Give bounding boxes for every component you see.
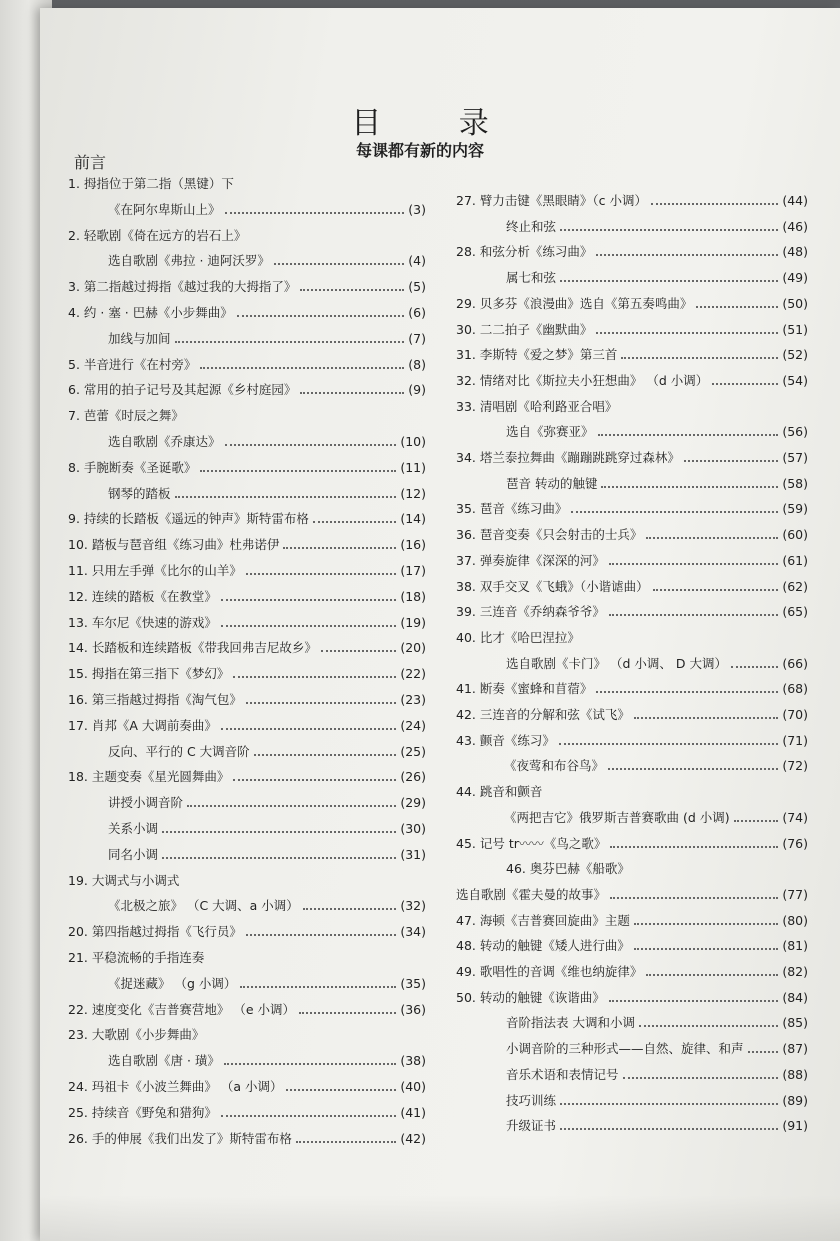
toc-leader-dots [634, 708, 778, 719]
toc-entry-title: 选自歌剧《卡门》 （d 小调、 D 大调） [506, 655, 727, 671]
toc-entry-title: 终止和弦 [506, 218, 557, 234]
toc-entry [456, 679, 808, 699]
toc-page-number: (26) [400, 769, 426, 785]
toc-entry-title: 34. 塔兰泰拉舞曲《蹦蹦跳跳穿过森林》 [456, 450, 680, 465]
toc-entry [504, 756, 808, 776]
toc-entry-title: 20. 第四指越过拇指《飞行员》 [68, 924, 242, 940]
toc-entry-title: 《两把吉它》俄罗斯吉普赛歌曲 (d 小调) [504, 809, 730, 825]
toc-page-number: (14) [400, 511, 426, 527]
toc-page-number: (29) [400, 795, 426, 811]
toc-leader-dots [609, 991, 778, 1002]
toc-entry [506, 474, 808, 494]
toc-leader-dots [246, 564, 396, 575]
toc-page-number: (87) [782, 1041, 808, 1057]
toc-entry [456, 371, 808, 391]
toc-leader-dots [653, 580, 779, 591]
toc-entry [108, 896, 426, 916]
toc-entry-title: 17. 肖邦《A 大调前奏曲》 [68, 717, 217, 733]
toc-entry [68, 277, 426, 297]
toc-leader-dots [221, 616, 396, 627]
toc-page-number: (82) [782, 964, 808, 979]
toc-leader-dots [598, 425, 779, 436]
toc-leader-dots [237, 306, 405, 317]
toc-entry-title: 28. 和弦分析《练习曲》 [456, 244, 593, 260]
toc-leader-dots [596, 245, 778, 256]
toc-leader-dots [246, 693, 396, 704]
toc-page-number: (60) [782, 527, 808, 543]
toc-entry-title: 钢琴的踏板 [108, 485, 171, 501]
toc-leader-dots [684, 451, 778, 462]
toc-page-number: (88) [782, 1066, 808, 1082]
toc-entry [506, 859, 808, 879]
toc-entry-title: 45. 记号 tr〰〰《鸟之歌》 [456, 835, 607, 851]
toc-entry [108, 329, 426, 349]
toc-page-number: (30) [400, 821, 426, 836]
toc-entry [68, 638, 426, 658]
toc-leader-dots [623, 1068, 779, 1079]
toc-leader-dots [175, 487, 397, 498]
toc-entry-title: 音乐术语和表情记号 [506, 1066, 619, 1082]
page-shadow [40, 1195, 840, 1241]
toc-leader-dots [734, 811, 779, 822]
toc-leader-dots [162, 848, 396, 859]
toc-page-number: (11) [400, 459, 426, 475]
toc-page-number: (85) [782, 1015, 808, 1031]
toc-leader-dots [651, 194, 778, 205]
page-subtitle: 每课都有新的内容 [355, 141, 484, 160]
toc-entry [506, 1091, 808, 1111]
toc-leader-dots [296, 1132, 396, 1143]
page-title: 目 录 [351, 106, 523, 141]
toc-leader-dots [601, 477, 778, 488]
toc-page-number: (48) [782, 244, 808, 260]
toc-entry [68, 1103, 426, 1123]
toc-entry-title: 26. 手的伸展《我们出发了》斯特雷布格 [68, 1130, 292, 1146]
toc-entry-title: 讲授小调音阶 [108, 795, 184, 811]
toc-entry [108, 1051, 426, 1071]
toc-entry [68, 535, 426, 555]
toc-entry-title: 选自《弥赛亚》 [506, 424, 594, 440]
toc-entry-title: 50. 转动的触键《诙谐曲》 [456, 989, 605, 1005]
toc-leader-dots [283, 538, 396, 549]
toc-leader-dots [712, 374, 778, 385]
toc-leader-dots [696, 297, 778, 308]
toc-entry [68, 509, 426, 529]
toc-leader-dots [621, 348, 778, 359]
toc-entry [68, 613, 426, 633]
toc-entry [506, 1039, 808, 1059]
toc-page-number: (20) [400, 640, 426, 656]
toc-entry-title: 25. 持续音《野兔和猎狗》 [68, 1104, 217, 1120]
toc-entry-title: 44. 跳音和颤音 [456, 784, 543, 800]
toc-leader-dots [300, 383, 404, 394]
toc-entry [456, 242, 808, 262]
toc-entry [456, 191, 808, 211]
toc-entry-title: 选自歌剧《唐 · 璜》 [108, 1053, 220, 1069]
toc-leader-dots [225, 203, 405, 214]
toc-leader-dots [200, 358, 404, 369]
toc-leader-dots [274, 254, 404, 265]
toc-entry [456, 397, 808, 417]
toc-entry-title: 14. 长踏板和连续踏板《带我回弗吉尼故乡》 [68, 640, 317, 656]
toc-entry [108, 251, 426, 271]
toc-leader-dots [233, 667, 396, 678]
toc-entry [108, 819, 426, 839]
toc-leader-dots [646, 528, 778, 539]
toc-page-number: (51) [782, 321, 808, 337]
toc-leader-dots [639, 1016, 778, 1027]
toc-entry-title: 《北极之旅》 （C 大调、a 小调） [108, 898, 299, 914]
toc-entry-title: 41. 断奏《蜜蜂和苜蓿》 [456, 681, 593, 697]
toc-entry [68, 716, 426, 736]
toc-leader-dots [609, 554, 778, 565]
toc-leader-dots [300, 280, 404, 291]
toc-entry-title: 19. 大调式与小调式 [68, 872, 180, 888]
toc-leader-dots [560, 271, 778, 282]
toc-entry [506, 268, 808, 288]
toc-entry-title: 5. 半音进行《在村旁》 [68, 356, 197, 372]
toc-entry-title: 同名小调 [108, 846, 159, 862]
toc-entry-title: 4. 约 · 塞 · 巴赫《小步舞曲》 [68, 305, 233, 320]
toc-entry-title: 选自歌剧《弗拉 · 迪阿沃罗》 [108, 253, 270, 269]
toc-leader-dots [200, 461, 396, 472]
toc-page-number: (77) [782, 886, 808, 902]
toc-leader-dots [221, 590, 396, 601]
toc-entry-title: 31. 李斯特《爱之梦》第三首 [456, 347, 618, 363]
toc-entry-title: 43. 颤音《练习》 [456, 732, 555, 748]
toc-entry [456, 885, 808, 905]
toc-leader-dots [610, 837, 778, 848]
toc-entry-title: 升级证书 [506, 1118, 557, 1134]
toc-entry-title: 18. 主题变奏《星光圆舞曲》 [68, 769, 230, 785]
toc-page-number: (76) [782, 835, 808, 851]
toc-entry [456, 499, 808, 519]
toc-page-number: (9) [408, 382, 426, 398]
toc-entry [456, 448, 808, 468]
toc-entry [68, 1025, 426, 1045]
toc-entry [68, 767, 426, 787]
toc-entry [68, 303, 426, 323]
toc-page-number: (84) [782, 989, 808, 1005]
toc-leader-dots [748, 1042, 779, 1053]
toc-entry [456, 731, 808, 751]
toc-entry [108, 742, 426, 762]
toc-page-number: (22) [400, 666, 426, 682]
toc-leader-dots [233, 770, 396, 781]
toc-entry-title: 音阶指法表 大调和小调 [506, 1015, 635, 1031]
toc-entry-title: 36. 琶音变奏《只会射击的士兵》 [456, 527, 643, 543]
toc-page-number: (50) [782, 295, 808, 311]
toc-page-number: (46) [782, 218, 808, 234]
toc-leader-dots [225, 435, 397, 446]
toc-page-number: (24) [400, 717, 426, 733]
toc-entry [68, 380, 426, 400]
toc-page-number: (12) [400, 485, 426, 501]
toc-page-number: (59) [782, 501, 808, 517]
toc-entry [504, 808, 808, 828]
toc-page-number: (31) [400, 846, 426, 862]
toc-entry [456, 294, 808, 314]
toc-entry [108, 974, 426, 994]
toc-page-number: (56) [782, 424, 808, 440]
toc-page-number: (52) [782, 347, 808, 363]
toc-entry [456, 525, 808, 545]
toc-entry-title: 8. 手腕断奏《圣诞歌》 [68, 459, 197, 475]
toc-page-number: (8) [408, 356, 426, 372]
toc-leader-dots [175, 332, 405, 343]
toc-entry [68, 406, 426, 426]
toc-leader-dots [221, 1106, 396, 1117]
toc-entry-title: 7. 芭蕾《时辰之舞》 [68, 408, 184, 424]
toc-leader-dots [560, 1119, 778, 1130]
toc-entry-title: 13. 车尔尼《快速的游戏》 [68, 614, 217, 630]
toc-entry [68, 174, 426, 194]
toc-entry [456, 602, 808, 622]
toc-leader-dots [187, 796, 396, 807]
toc-entry-title: 22. 速度变化《吉普赛营地》 （e 小调） [68, 1001, 295, 1017]
toc-entry [68, 1129, 426, 1149]
toc-entry [68, 587, 426, 607]
toc-page-number: (40) [400, 1079, 426, 1094]
toc-page-number: (41) [400, 1104, 426, 1120]
toc-leader-dots [560, 1094, 778, 1105]
toc-entry-title: 关系小调 [108, 821, 159, 836]
toc-entry [456, 988, 808, 1008]
toc-entry [506, 217, 808, 237]
toc-entry-title: 35. 琶音《练习曲》 [456, 501, 568, 517]
toc-leader-dots [610, 888, 778, 899]
toc-page-number: (25) [400, 743, 426, 759]
toc-entry-title: 29. 贝多芬《浪漫曲》选自《第五奏鸣曲》 [456, 295, 693, 311]
toc-entry-title: 48. 转动的触键《矮人进行曲》 [456, 938, 630, 954]
toc-entry [68, 948, 426, 968]
toc-leader-dots [608, 759, 778, 770]
toc-entry [68, 690, 426, 710]
toc-entry-title: 琶音 转动的触键 [506, 475, 598, 491]
toc-leader-dots [254, 745, 397, 756]
toc-page-number: (70) [782, 707, 808, 722]
toc-entry-title: 21. 平稳流畅的手指连奏 [68, 950, 205, 965]
toc-page-number: (58) [782, 475, 808, 491]
toc-entry-title: 39. 三连音《乔纳森爷爷》 [456, 604, 605, 620]
toc-leader-dots [224, 1054, 396, 1065]
toc-entry-title: 反向、平行的 C 大调音阶 [108, 743, 250, 759]
toc-entry-title: 30. 二二拍子《幽默曲》 [456, 321, 593, 337]
toc-entry-title: 2. 轻歌剧《倚在远方的岩石上》 [68, 227, 247, 243]
toc-entry-title: 38. 双手交叉《飞蛾》（小谐谑曲） [456, 578, 649, 594]
toc-page-number: (16) [400, 537, 426, 553]
toc-entry [108, 484, 426, 504]
toc-page-number: (23) [400, 692, 426, 707]
toc-entry [456, 936, 808, 956]
toc-leader-dots [559, 734, 778, 745]
toc-leader-dots [321, 641, 396, 652]
toc-page-number: (32) [400, 898, 426, 914]
toc-entry-title: 《捉迷藏》 （g 小调） [108, 975, 237, 991]
toc-page-number: (62) [782, 578, 808, 594]
toc-entry [506, 1065, 808, 1085]
toc-page-number: (5) [408, 279, 426, 295]
toc-leader-dots [299, 1003, 396, 1014]
toc-page-number: (61) [782, 552, 808, 568]
preface-heading: 前言 [74, 153, 107, 172]
toc-entry-title: 42. 三连音的分解和弦《试飞》 [456, 707, 630, 722]
toc-entry [506, 1013, 808, 1033]
toc-page-number: (68) [782, 681, 808, 697]
toc-entry-title: 选自歌剧《乔康达》 [108, 434, 221, 449]
toc-page-number: (34) [400, 924, 426, 940]
toc-page-number: (66) [782, 655, 808, 671]
toc-entry-title: 47. 海顿《吉普赛回旋曲》主题 [456, 912, 630, 928]
toc-entry-title: 24. 玛祖卡《小波兰舞曲》 （a 小调） [68, 1079, 283, 1094]
toc-page-number: (72) [782, 758, 808, 774]
toc-entry-title: 小调音阶的三种形式——自然、旋律、和声 [506, 1041, 744, 1057]
toc-entry [456, 834, 808, 854]
toc-entry [456, 911, 808, 931]
toc-page-number: (80) [782, 912, 808, 928]
toc-entry [68, 1000, 426, 1020]
toc-entry [506, 422, 808, 442]
toc-leader-dots [609, 605, 778, 616]
toc-entry-title: 49. 歌唱性的音调《维也纳旋律》 [456, 964, 643, 979]
toc-entry-title: 《夜莺和布谷鸟》 [504, 758, 605, 774]
toc-leader-dots [162, 822, 396, 833]
toc-entry-title: 选自歌剧《霍夫曼的故事》 [456, 886, 607, 902]
toc-entry-title: 9. 持续的长踏板《遥远的钟声》斯特雷布格 [68, 511, 309, 527]
toc-entry-title: 33. 清唱剧《哈利路亚合唱》 [456, 398, 618, 414]
toc-leader-dots [303, 899, 397, 910]
toc-entry-title: 16. 第三指越过拇指《淘气包》 [68, 692, 242, 707]
toc-entry [456, 705, 808, 725]
toc-leader-dots [731, 657, 778, 668]
toc-page-number: (89) [782, 1092, 808, 1108]
toc-page-number: (35) [400, 975, 426, 991]
toc-entry-title: 46. 奥芬巴赫《船歌》 [506, 861, 630, 877]
toc-page-number: (36) [400, 1001, 426, 1017]
toc-entry [456, 782, 808, 802]
toc-entry-title: 15. 拇指在第三指下《梦幻》 [68, 666, 230, 682]
toc-page-number: (74) [782, 809, 808, 825]
toc-entry [68, 922, 426, 942]
toc-entry-title: 40. 比才《哈巴涅拉》 [456, 629, 580, 645]
toc-entry-title: 3. 第二指越过拇指《越过我的大拇指了》 [68, 279, 297, 295]
toc-leader-dots [286, 1080, 396, 1091]
toc-page-number: (18) [400, 588, 426, 604]
toc-entry [108, 200, 426, 220]
toc-page-number: (81) [782, 938, 808, 954]
toc-entry [108, 845, 426, 865]
toc-page-number: (4) [408, 253, 426, 269]
toc-entry-title: 37. 弹奏旋律《深深的河》 [456, 552, 605, 568]
toc-page-number: (19) [400, 614, 426, 630]
toc-entry-title: 27. 臂力击键《黑眼睛》（c 小调） [456, 193, 647, 208]
toc-entry-title: 11. 只用左手弹《比尔的山羊》 [68, 563, 242, 578]
toc-entry [456, 320, 808, 340]
toc-entry [456, 962, 808, 982]
toc-entry-title: 属七和弦 [506, 270, 557, 286]
toc-leader-dots [313, 512, 396, 523]
toc-page-number: (38) [400, 1053, 426, 1069]
toc-page-number: (7) [408, 330, 426, 346]
toc-entry [456, 577, 808, 597]
toc-entry-title: 1. 拇指位于第二指（黑键）下 [68, 176, 234, 191]
toc-entry [506, 654, 808, 674]
toc-leader-dots [634, 914, 778, 925]
toc-entry-title: 10. 踏板与琶音组《练习曲》杜弗诺伊 [68, 537, 280, 553]
toc-entry [68, 1077, 426, 1097]
toc-entry-title: 技巧训练 [506, 1092, 557, 1108]
toc-entry [68, 561, 426, 581]
toc-page-number: (10) [400, 434, 426, 449]
toc-entry [456, 628, 808, 648]
toc-page-number: (44) [782, 193, 808, 208]
toc-leader-dots [240, 977, 396, 988]
toc-page-number: (54) [782, 372, 808, 388]
toc-leader-dots [634, 939, 778, 950]
toc-page-number: (17) [400, 563, 426, 578]
toc-entry-title: 32. 情绪对比《斯拉夫小狂想曲》 （d 小调） [456, 372, 709, 388]
toc-entry-title: 23. 大歌剧《小步舞曲》 [68, 1027, 205, 1043]
toc-entry [68, 226, 426, 246]
toc-leader-dots [646, 965, 778, 976]
toc-entry [108, 432, 426, 452]
toc-leader-dots [596, 682, 778, 693]
toc-page-number: (49) [782, 270, 808, 286]
toc-entry [68, 458, 426, 478]
toc-page-number: (42) [400, 1130, 426, 1146]
toc-entry [108, 793, 426, 813]
toc-entry [456, 551, 808, 571]
toc-entry-title: 6. 常用的拍子记号及其起源《乡村庭园》 [68, 382, 297, 398]
toc-page-number: (3) [408, 201, 426, 217]
toc-entry-title: 12. 连续的踏板《在教堂》 [68, 588, 217, 604]
toc-page-number: (6) [408, 305, 426, 320]
toc-entry [456, 345, 808, 365]
toc-leader-dots [560, 220, 778, 231]
toc-leader-dots [246, 925, 396, 936]
toc-entry [506, 1116, 808, 1136]
toc-entry [68, 664, 426, 684]
toc-page-number: (71) [782, 732, 808, 748]
toc-page-number: (91) [782, 1118, 808, 1134]
toc-page-number: (57) [782, 450, 808, 465]
toc-entry [68, 355, 426, 375]
toc-leader-dots [221, 719, 396, 730]
toc-leader-dots [571, 502, 778, 513]
toc-entry [68, 871, 426, 891]
toc-page-number: (65) [782, 604, 808, 620]
toc-entry-title: 《在阿尔卑斯山上》 [108, 201, 221, 217]
toc-entry-title: 加线与加间 [108, 330, 171, 346]
toc-leader-dots [596, 323, 778, 334]
